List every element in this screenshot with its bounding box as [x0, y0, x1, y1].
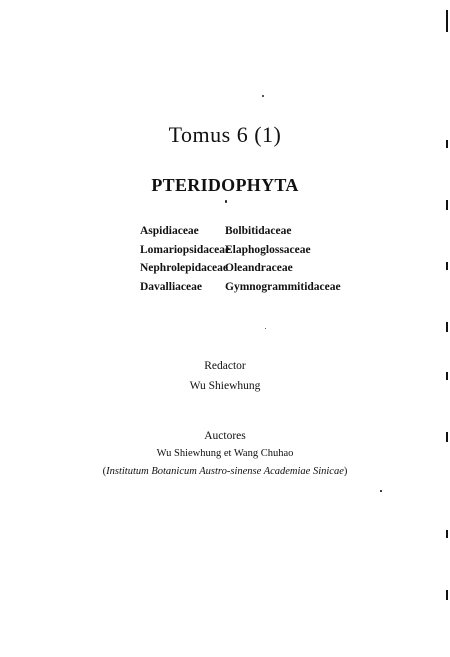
family-name: Davalliaceae — [140, 280, 202, 293]
edge-mark — [446, 140, 448, 148]
family-row — [140, 259, 341, 278]
edge-mark — [446, 322, 448, 332]
edge-mark — [446, 530, 448, 538]
division-title: PTERIDOPHYTA — [151, 175, 299, 195]
edge-mark — [446, 372, 448, 380]
family-name: Nephrolepidaceae — [140, 262, 228, 274]
scan-speck — [262, 95, 264, 97]
family-name: Bolbitidaceae — [225, 225, 292, 237]
family-name: Oleandraceae — [225, 262, 293, 274]
institution-paren-close: ) — [343, 466, 348, 477]
edge-mark — [446, 432, 448, 442]
edge-mark — [446, 590, 448, 600]
edge-mark — [446, 262, 448, 270]
redactor-name: Wu Shiewhung — [189, 380, 261, 392]
edge-mark — [446, 10, 448, 32]
auctores-names: Wu Shiewhung et Wang Chuhao — [156, 448, 294, 459]
family-name: Gymnogrammitidaceae — [225, 280, 341, 293]
scan-speck — [225, 200, 227, 203]
institution-name: Institutum Botanicum Austro-sinense Academiae Sinicae — [106, 466, 344, 477]
family-name: Elaphoglossaceae — [225, 243, 311, 256]
family-name: Lomariopsidaceae — [140, 243, 231, 256]
edge-mark — [446, 200, 448, 210]
family-list — [140, 222, 341, 296]
institution-paren-open: ( — [102, 466, 107, 477]
family-row — [140, 222, 341, 241]
auctores-heading: Auctores — [204, 430, 246, 442]
redactor-heading: Redactor — [204, 360, 246, 372]
institution-line — [0, 466, 450, 477]
family-row — [140, 241, 341, 260]
family-name: Aspidiaceae — [140, 225, 199, 237]
scan-speck — [265, 328, 266, 329]
scan-speck — [380, 490, 382, 492]
volume-title: Tomus 6 (1) — [168, 122, 282, 147]
family-row — [140, 278, 341, 297]
